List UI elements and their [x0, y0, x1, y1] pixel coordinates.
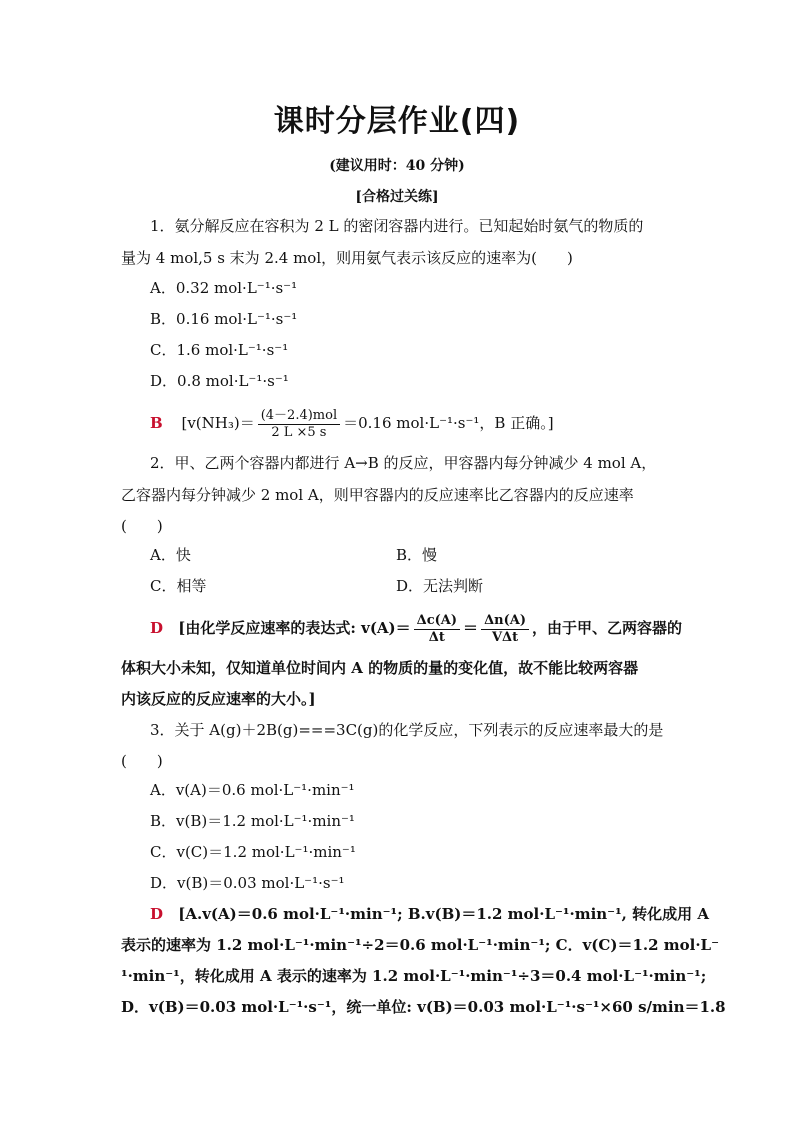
q2-stem-line1: 2．甲、乙两个容器内都进行 A→B 的反应，甲容器内每分钟减少 4 mol A，	[150, 454, 657, 472]
q1-exp-fraction	[258, 408, 340, 441]
q2-exp-fraction-2	[481, 613, 529, 646]
q2-stem-line2: 乙容器内每分钟减少 2 mol A，则甲容器内的反应速率比乙容器内的反应速率	[121, 486, 634, 504]
q2-exp-f1-numerator: Δc(A)	[414, 613, 460, 630]
q1-exp-numerator: (4－2.4)mol	[258, 408, 340, 425]
q2-option-b: B．慢	[396, 546, 438, 564]
q2-answer: D	[150, 619, 164, 637]
q2-exp-eq: ＝	[463, 619, 479, 637]
q1-stem-line1: 1．氨分解反应在容积为 2 L 的密闭容器内进行。已知起始时氨气的物质的	[150, 217, 644, 235]
q3-exp-line1-row	[150, 904, 709, 924]
q2-exp-f2-numerator: Δn(A)	[481, 613, 529, 630]
q3-exp-line4: D．v(B)＝0.03 mol·L⁻¹·s⁻¹，统一单位: v(B)＝0.03 mol·L⁻¹·s⁻¹×60 s/min＝1.8	[121, 998, 726, 1016]
q3-option-d: D．v(B)＝0.03 mol·L⁻¹·s⁻¹	[150, 874, 345, 892]
q1-exp-pre: [v(NH₃)＝	[181, 414, 255, 432]
q1-explanation	[150, 406, 554, 441]
q1-option-b: B．0.16 mol·L⁻¹·s⁻¹	[150, 310, 298, 328]
q2-option-a: A．快	[150, 546, 191, 564]
q3-exp-line2: 表示的速率为 1.2 mol·L⁻¹·min⁻¹÷2＝0.6 mol·L⁻¹·min⁻¹; C．v(C)＝1.2 mol·L⁻	[121, 936, 720, 954]
q2-exp-line3: 内该反应的反应速率的大小。]	[121, 690, 316, 708]
time-note: (建议用时：40 分钟)	[329, 158, 465, 174]
q2-explanation	[150, 610, 682, 646]
q1-stem-line2: 量为 4 mol,5 s 末为 2.4 mol，则用氨气表示该反应的速率为( )	[121, 249, 573, 267]
q1-option-a: A．0.32 mol·L⁻¹·s⁻¹	[150, 279, 298, 297]
q3-option-c: C．v(C)＝1.2 mol·L⁻¹·min⁻¹	[150, 843, 356, 861]
q3-stem-line2: ( )	[121, 752, 163, 770]
q1-exp-post: ＝0.16 mol·L⁻¹·s⁻¹，B 正确。]	[343, 414, 554, 432]
q3-option-a: A．v(A)＝0.6 mol·L⁻¹·min⁻¹	[150, 781, 355, 799]
q2-exp-f1-denominator: Δt	[428, 629, 445, 645]
q3-stem-line1: 3．关于 A(g)＋2B(g)===3C(g)的化学反应，下列表示的反应速率最大的是	[150, 721, 664, 739]
q3-option-b: B．v(B)＝1.2 mol·L⁻¹·min⁻¹	[150, 812, 355, 830]
q1-exp-denominator: 2 L ×5 s	[271, 424, 327, 440]
q2-exp-pre: [由化学反应速率的表达式: v(A)＝	[178, 619, 411, 637]
q3-exp-line1: [A.v(A)＝0.6 mol·L⁻¹·min⁻¹; B.v(B)＝1.2 mol·L⁻¹·min⁻¹, 转化成用 A	[178, 905, 709, 923]
q2-stem-line3: ( )	[121, 517, 163, 535]
q2-exp-post: ，由于甲、乙两容器的	[532, 619, 683, 637]
q3-exp-line3: ¹·min⁻¹，转化成用 A 表示的速率为 1.2 mol·L⁻¹·min⁻¹÷3＝0.4 mol·L⁻¹·min⁻¹;	[121, 967, 707, 985]
q2-option-d: D．无法判断	[396, 577, 484, 595]
section-heading: [合格过关练]	[355, 189, 439, 205]
q2-exp-fraction-1	[414, 613, 460, 646]
q1-answer: B	[150, 414, 163, 432]
q2-exp-line2: 体积大小未知，仅知道单位时间内 A 的物质的量的变化值，故不能比较两容器	[121, 659, 639, 677]
page-title: 课时分层作业(四)	[273, 104, 521, 139]
q3-answer: D	[150, 905, 164, 923]
q1-option-d: D．0.8 mol·L⁻¹·s⁻¹	[150, 372, 289, 390]
q2-exp-f2-denominator: VΔt	[491, 629, 519, 645]
q2-option-c: C．相等	[150, 577, 207, 595]
q1-option-c: C．1.6 mol·L⁻¹·s⁻¹	[150, 341, 289, 359]
